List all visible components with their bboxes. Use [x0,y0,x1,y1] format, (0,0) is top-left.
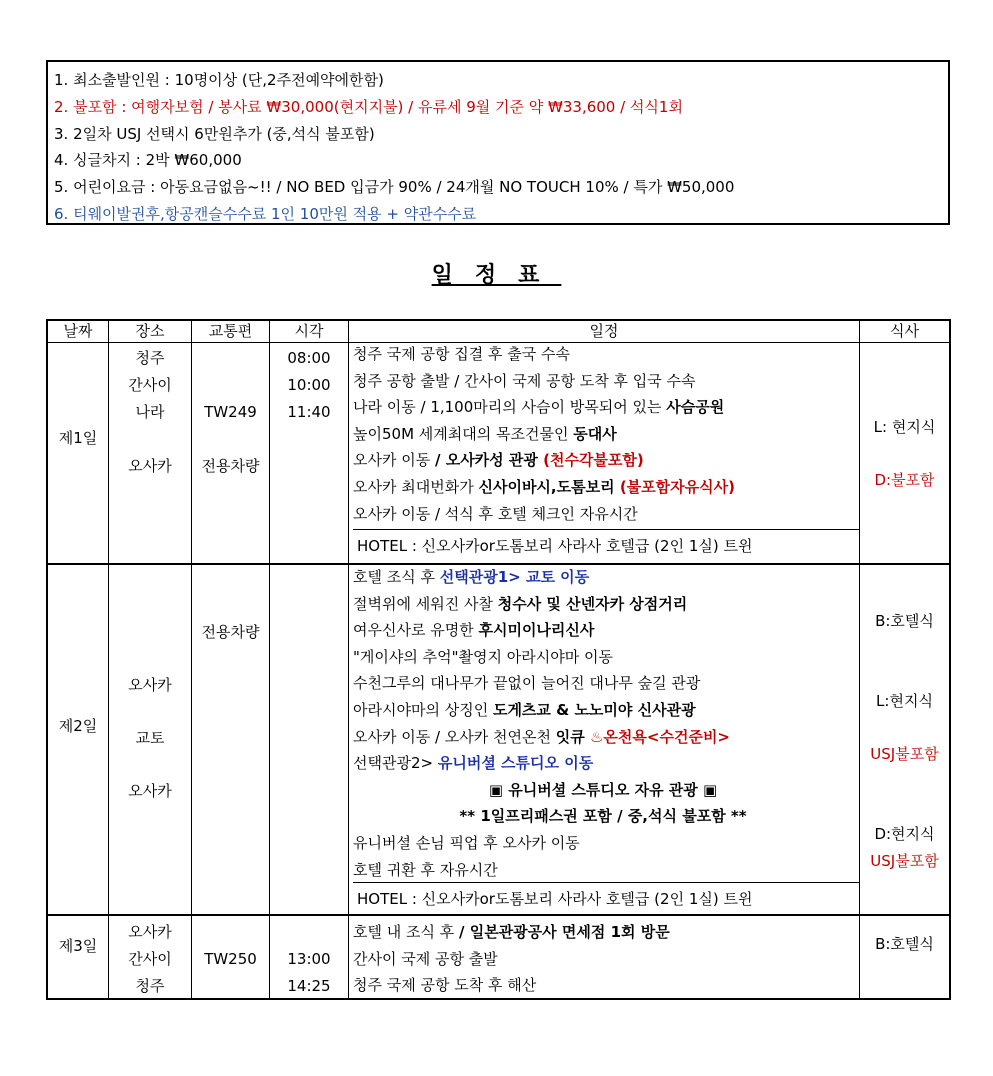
schedule-line: 오사카 이동 / 석식 후 호텔 체크인 자유시간 [353,504,638,523]
schedule-line: 여우신사로 유명한 후시미이나리신사 [353,621,595,640]
schedule-line: 호텔 조식 후 선택관광1> 교토 이동 [353,568,590,586]
schedule-line: 절벽위에 세워진 사찰 청수사 및 산넨자카 상점거리 [353,594,688,613]
schedule-line: 청주 국제 공항 집결 후 출국 수속 [353,345,570,363]
day2-place: 오사카 [128,782,172,800]
header-schedule: 일정 [589,322,619,340]
day2-meal-usj: USJ불포함 [870,852,939,870]
schedule-line: ** 1일프리패스권 포함 / 중,석식 불포함 ** [459,807,747,826]
day1-meal-dinner: D:불포함 [874,471,935,489]
day3-meal-breakfast: B:호텔식 [875,935,934,953]
day3-place: 청주 [135,977,165,995]
schedule-line: 유니버셜 손님 픽업 후 오사카 이동 [353,833,580,852]
day1-place: 나라 [135,403,165,421]
day3-transport: TW250 [204,950,257,968]
day1-place [109,426,191,453]
note-1: 1. 최소출발인원 : 10명이상 (단,2주전예약에한함) [54,71,384,89]
itinerary-table [46,319,951,1000]
note-4: 4. 싱글차지 : 2박 ₩60,000 [54,151,242,170]
day3-label: 제3일 [58,937,98,955]
day2-place: 교토 [135,729,165,747]
day1-transport: 전용차량 [201,457,260,475]
day1-time: 10:00 [287,376,331,394]
header-day: 날짜 [63,322,93,340]
day3-place: 오사카 [128,923,172,941]
header-meal: 식사 [890,322,919,340]
day2-meal-breakfast: B:호텔식 [875,612,934,630]
note-6: 6. 티웨이발권후,항공캔슬수수료 1인 10만원 적용 + 약관수수료 [54,204,477,223]
day2-schedule [353,564,853,883]
day3-time: 14:25 [287,977,331,995]
col-divider [348,321,349,998]
day2-label: 제2일 [58,717,98,735]
schedule-line: 호텔 내 조식 후 / 일본관광공사 면세점 1회 방문 [353,923,670,941]
day2-place: 오사카 [128,676,172,694]
note-5: 5. 어린이요금 : 아동요금없음~!! / NO BED 입금가 90% / 24개월 NO TOUCH 10% / 특가 ₩50,000 [54,178,735,197]
day2-meal-lunch: L:현지식 [876,692,933,710]
schedule-line: 오사카 최대번화가 신사이바시,도톰보리 (불포함자유식사) [353,477,735,496]
day1-schedule [353,341,735,527]
schedule-line: 아라시야마의 상징인 도게츠교 & 노노미야 신사관광 [353,700,696,719]
day3-time: 13:00 [287,950,331,968]
day1-label: 제1일 [58,429,98,447]
schedule-line: 오사카 이동 / 오사카성 관광 (천수각불포함) [353,451,644,470]
header-place: 장소 [135,322,165,340]
page-title: 일정표 [431,263,562,288]
schedule-line: 호텔 귀환 후 자유시간 [353,860,498,879]
day1-time: 08:00 [287,349,331,367]
schedule-line: 나라 이동 / 1,100마리의 사슴이 방목되어 있는 사슴공원 [353,398,725,417]
day2-meal-usj: USJ불포함 [870,745,939,763]
day1-place: 청주 [135,349,165,367]
day1-time: 11:40 [287,403,331,421]
day3-place: 간사이 [128,950,172,968]
schedule-line: ▣ 유니버셜 스튜디오 자유 관광 ▣ [488,780,718,799]
note-3: 3. 2일차 USJ 선택시 6만원추가 (중,석식 불포함) [54,124,375,143]
header-time: 시각 [294,322,324,340]
schedule-line: 오사카 이동 / 오사카 천연온천 잇큐 ♨온천욕<수건준비> [353,727,730,746]
schedule-line: 청주 국제 공항 도착 후 해산 [353,976,537,995]
day1-transport: TW249 [204,403,257,421]
schedule-line: 수천그루의 대나무가 끝없이 늘어진 대나무 숲길 관광 [353,674,701,693]
header-transport: 교통편 [208,322,253,340]
day2-transport: 전용차량 [201,623,260,641]
schedule-line: 간사이 국제 공항 출발 [353,949,498,968]
day2-meal-dinner: D:현지식 [874,825,935,843]
schedule-line: 선택관광2> 유니버셜 스튜디오 이동 [353,754,594,773]
day1-hotel: HOTEL : 신오사카or도톰보리 사라사 호텔급 (2인 1실) 트윈 [353,529,859,563]
schedule-line: 높이50M 세계최대의 목조건물인 동대사 [353,424,617,443]
note-2: 2. 불포함 : 여행자보험 / 봉사료 ₩30,000(현지지불) / 유류세 9월 기준 약 ₩33,600 / 석식1회 [54,97,683,116]
day2-hotel: HOTEL : 신오사카or도톰보리 사라사 호텔급 (2인 1실) 트윈 [353,882,859,914]
day3-schedule [353,919,670,999]
schedule-line: "게이샤의 추억"촬영지 아라시야마 이동 [353,647,613,666]
schedule-line: 청주 공항 출발 / 간사이 국제 공항 도착 후 입국 수속 [353,371,696,390]
day1-place: 오사카 [128,457,172,475]
notes-box [46,60,950,225]
day1-meal-lunch: L: 현지식 [873,418,936,436]
day1-place: 간사이 [128,376,172,394]
